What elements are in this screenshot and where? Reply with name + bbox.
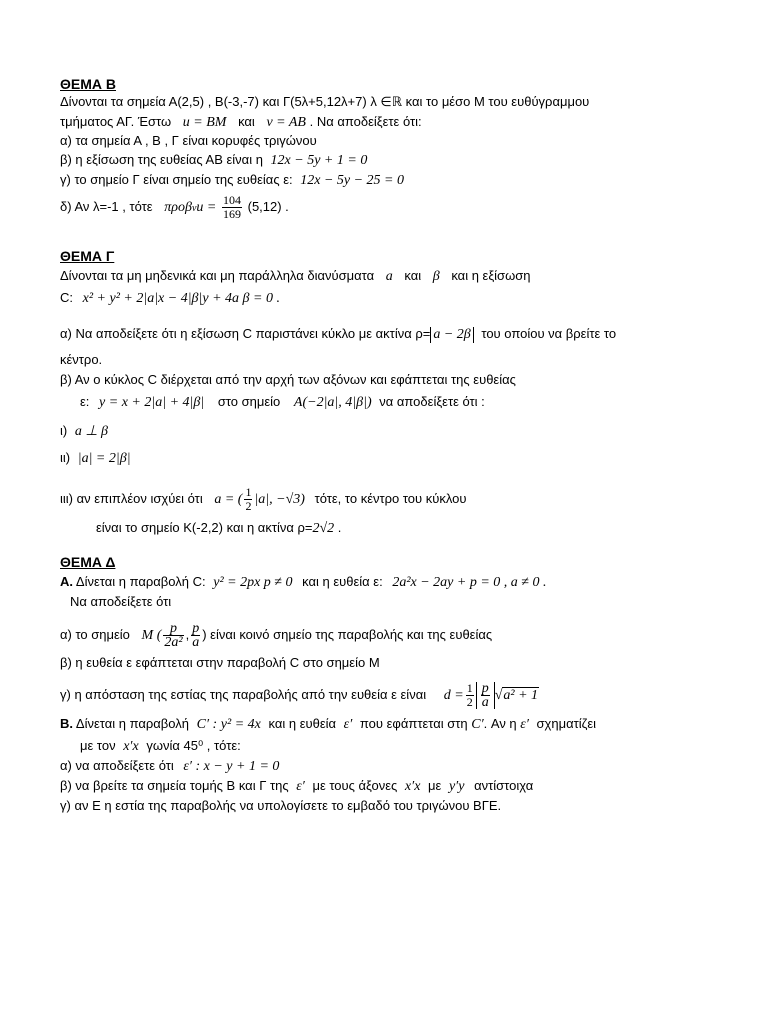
c-ii-eq: |a| = 2|β| — [77, 451, 131, 466]
c-item-b-line1: β) Αν ο κύκλος C διέρχεται από την αρχή των αξόνων και εφάπτεται της ευθείας — [60, 372, 516, 387]
c-item-a-tail: του οποίου να βρείτε το — [481, 326, 617, 341]
b-item-d-fraction — [222, 194, 242, 221]
c-iii-den: 2 — [245, 499, 252, 513]
d-a-tail: ) είναι κοινό σημείο της παραβολής και της ευθείας — [202, 626, 493, 642]
d-a-frac2 — [191, 622, 200, 649]
c-intro-tail: και η εξίσωση — [451, 268, 531, 283]
b-item-d-tail: (5,12) . — [247, 198, 289, 214]
d-Bb-text: β) να βρείτε τα σημεία τομής Β και Γ της — [60, 778, 289, 793]
section-title-d: ΘΕΜΑ Δ — [60, 554, 116, 570]
c-intro-text: Δίνονται τα μη μηδενικά και μη παράλληλα διανύσματα — [60, 268, 375, 283]
c-at-point: στο σημείο — [217, 394, 281, 409]
d-A-label: Α. — [60, 574, 73, 589]
d-A-line-eq: 2a²x − 2ay + p = 0 , a ≠ 0 . — [392, 575, 547, 590]
d-B2-text: με τον — [80, 738, 116, 753]
d-a-d2: a — [192, 635, 200, 650]
d-B-line1 — [60, 716, 596, 733]
b-item-b-text: β) η εξίσωση της ευθείας ΑΒ είναι η — [60, 152, 263, 167]
c-iii-eq2: |a|, −√3) — [254, 491, 305, 507]
c-line-eq: y = x + 2|a| + 4|β| — [99, 395, 205, 410]
b-item-d: δ) Αν λ=-1 , τότε προβvu = $\frac{104}{169}$ (5,12) . — [60, 193, 289, 221]
b-item-c-eq: 12x − 5y − 25 = 0 — [300, 173, 405, 188]
c-iii2-text: είναι το σημείο Κ(-2,2) και η ακτίνα ρ= — [96, 520, 313, 535]
d-c-n2: p — [481, 681, 489, 696]
d-c-d: d = — [443, 687, 464, 703]
b-item-d-text: δ) Αν λ=-1 , τότε — [60, 198, 153, 214]
d-B2-axis: x′x — [123, 739, 139, 754]
b-item-c — [60, 172, 404, 189]
c-ii-label: ιι) — [60, 450, 71, 465]
c-and: και — [404, 268, 422, 283]
d-Bb-y: y′y — [448, 779, 465, 794]
d-c-d1: 2 — [466, 695, 473, 709]
d-Ba-eq: ε′ : x − y + 1 = 0 — [183, 759, 280, 774]
d-item-a: α) το σημείο M ( $\frac{p}{\text{2a²}}$ , $\frac{p}{a}$ ) είναι κοινό σημείο της παραβολής και της ευθείας — [60, 621, 493, 650]
d-B-e2: ε′ — [520, 717, 529, 732]
d-Bb-mid: με τους άξονες — [312, 778, 398, 793]
d-A-text: Δίνεται η παραβολή C: — [75, 574, 206, 589]
b-item-a: α) τα σημεία Α , Β , Γ είναι κορυφές τριγώνου — [60, 133, 317, 148]
c-iii-fraction — [244, 486, 252, 513]
c-item-a-radius: a − 2β — [430, 327, 473, 343]
d-a-n2: p — [192, 621, 200, 636]
d-B-item-a — [60, 758, 279, 775]
b-vector-v: v = AB — [266, 115, 306, 130]
d-c-sqrt: a² + 1 — [503, 687, 539, 703]
b-frac-den: 169 — [222, 207, 241, 221]
d-Bb-x: x′x — [404, 779, 421, 794]
d-item-c: γ) η απόσταση της εστίας της παραβολής από την ευθεία ε είναι d = $\frac{1}{2}$ $\frac{p}{a}$ √a² + 1 — [60, 681, 539, 710]
c-vector-b: β — [432, 269, 440, 284]
b-vector-u: u = BM — [182, 115, 227, 130]
section-title-c: ΘΕΜΑ Γ — [60, 248, 115, 264]
d-B-c: C′ : — [196, 717, 218, 732]
d-a-frac1 — [163, 622, 183, 649]
d-a-n1: p — [163, 622, 183, 636]
c-eq-label: C: — [60, 290, 73, 305]
b-item-b — [60, 152, 367, 169]
d-item-b: β) η ευθεία ε εφάπτεται στην παραβολή C στο σημείο Μ — [60, 655, 380, 670]
c-item-a-line2: κέντρο. — [60, 352, 103, 367]
d-Bb-me: με — [428, 778, 442, 793]
d-c-n1: 1 — [466, 681, 473, 695]
d-A-line2: Να αποδείξετε ότι — [70, 594, 172, 609]
d-Bb-tail: αντίστοιχα — [474, 778, 534, 793]
d-A-line1 — [60, 574, 546, 591]
b-intro-text: τμήματος ΑΓ. Έστω — [60, 114, 172, 129]
b-frac-num: 104 — [222, 193, 241, 207]
d-B-tail3: σχηματίζει — [536, 716, 597, 731]
c-i-eq: a ⊥ β — [74, 424, 109, 439]
c-eq: x² + y² + 2|a|x − 4|β|y + 4a β = 0 . — [82, 291, 280, 306]
d-B-mid: και η ευθεία — [268, 716, 337, 731]
d-c-frac1 — [466, 682, 474, 709]
c-iii-tail: τότε, το κέντρο του κύκλου — [314, 490, 467, 506]
c-iii-text: ιιι) αν επιπλέον ισχύει ότι — [60, 490, 203, 506]
c-equation — [60, 290, 280, 307]
c-item-ii — [60, 450, 131, 467]
b-item-d-proj: προβ — [164, 199, 192, 215]
b-prove: . Να αποδείξετε ότι: — [309, 114, 422, 129]
d-c-frac2 — [481, 682, 490, 709]
c-vector-a: a — [385, 269, 393, 284]
section-title-b: ΘΕΜΑ Β — [60, 76, 116, 92]
d-a-text: α) το σημείο — [60, 626, 130, 642]
b-intro-line1: Δίνονται τα σημεία Α(2,5) , Β(-3,-7) και Γ(5λ+5,12λ+7) λ ∈ℝ και το μέσο Μ του ευθύγραμμου — [60, 94, 590, 109]
d-Bb-e: ε′ — [296, 779, 305, 794]
d-c-d2: a — [481, 695, 489, 710]
d-a-d1: 2a² — [164, 635, 183, 650]
c-point-a: A(−2|a|, 4|β|) — [293, 395, 372, 410]
b-item-b-eq: 12x − 5y + 1 = 0 — [270, 153, 368, 168]
d-A-mid: και η ευθεία ε: — [302, 574, 383, 589]
c-iii2-end: . — [337, 520, 342, 535]
d-B-line2 — [80, 738, 241, 755]
c-item-i — [60, 423, 108, 440]
d-B-text: Δίνεται η παραβολή — [75, 716, 189, 731]
d-B-item-c: γ) αν Ε η εστία της παραβολής να υπολογίσετε το εμβαδό του τριγώνου ΒΓΕ. — [60, 798, 502, 813]
d-B-c2: C′ — [471, 717, 484, 732]
d-Ba-text: α) να αποδείξετε ότι — [60, 758, 174, 773]
c-item-b-line2 — [80, 394, 485, 411]
d-c-text: γ) η απόσταση της εστίας της παραβολής από την ευθεία ε είναι — [60, 686, 427, 702]
d-B-tail1: που εφάπτεται στη — [359, 716, 468, 731]
d-B-eq: y² = 4x — [220, 717, 261, 732]
c-iii-num: 1 — [245, 485, 252, 499]
d-B-label: Β. — [60, 716, 73, 731]
c-eps: ε: — [80, 394, 90, 409]
d-B2-tail: γωνία 45⁰ , τότε: — [146, 738, 241, 753]
c-item-iii — [60, 486, 467, 513]
d-a-point: M ( — [141, 627, 162, 643]
b-item-c-text: γ) το σημείο Γ είναι σημείο της ευθείας ε: — [60, 172, 293, 187]
b-intro-line2 — [60, 114, 422, 131]
c-intro-line1 — [60, 268, 530, 285]
c-iii-eq: a = ( — [214, 491, 243, 507]
c-iii2-radius: 2√2 — [312, 521, 335, 536]
d-A-parabola: y² = 2px p ≠ 0 — [213, 575, 293, 590]
c-item-iii-line2 — [96, 520, 341, 537]
c-item-a-text: α) Να αποδείξετε ότι η εξίσωση C παριστάνει κύκλο με ακτίνα ρ= — [60, 326, 431, 341]
d-B-tail2: . Αν η — [483, 716, 517, 731]
c-i-label: ι) — [60, 423, 68, 438]
c-item-a-line1 — [60, 326, 616, 343]
d-B-item-b — [60, 778, 533, 795]
b-and: και — [238, 114, 255, 129]
d-B-e: ε′ — [343, 717, 353, 732]
c-prove: να αποδείξετε ότι : — [379, 394, 485, 409]
